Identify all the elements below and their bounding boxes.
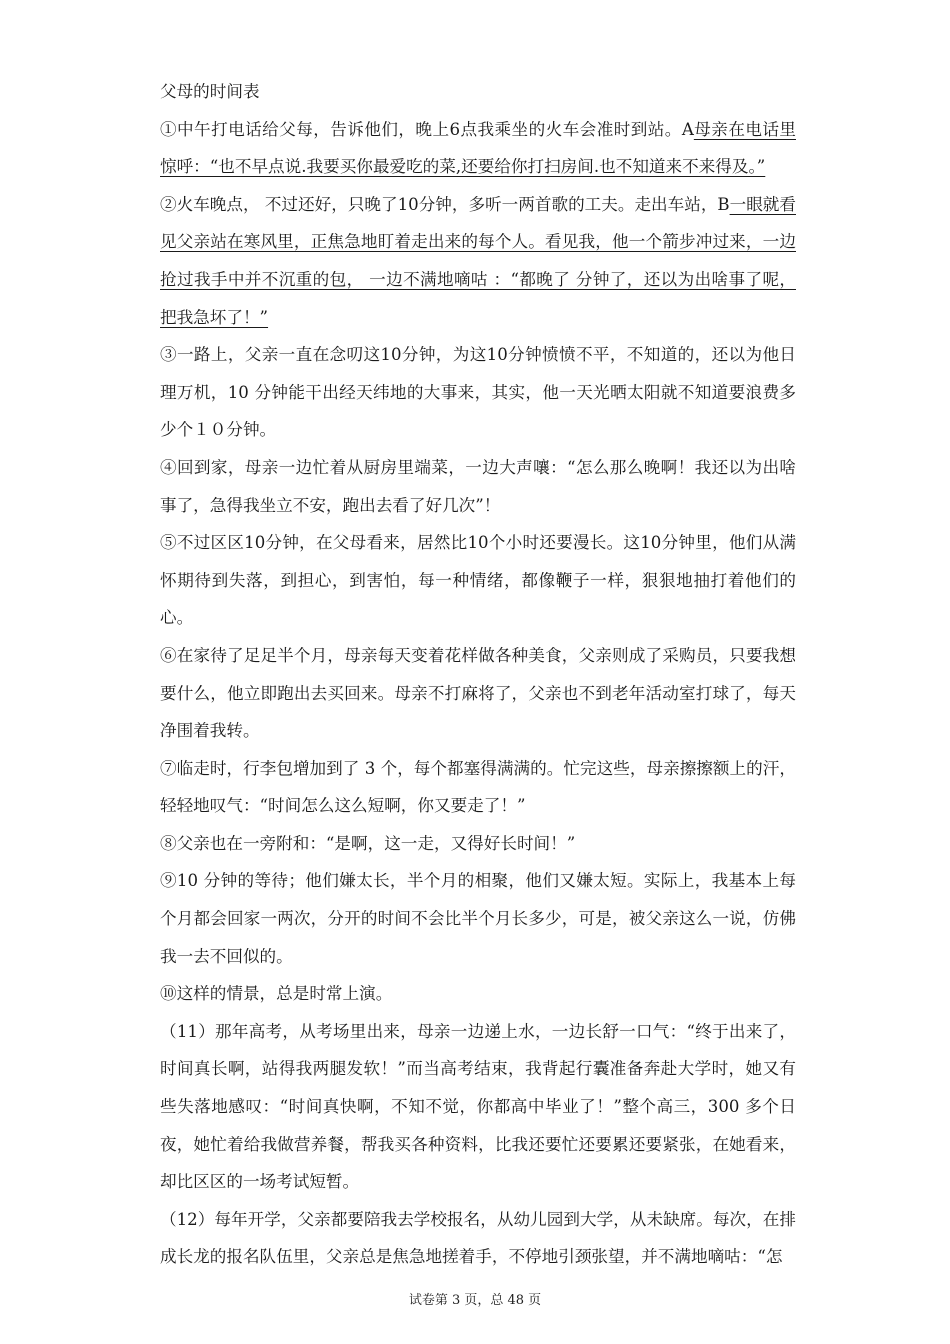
paragraph-11: （11）那年高考，从考场里出来，母亲一边递上水，一边长舒一口气：“终于出来了，时间真长啊，站得我两腿发软！”而当高考结束，我背起行囊准备奔赴大学时，她又有些失落地感叹：“时间真快啊，不知不觉，你都高中毕业了！”整个高三，300 多个日夜，她忙着给我做营养餐，帮我买各种资料，比我还要忙还要累还要紧张，在她看来，却比区区的一场考试短暂。 [160, 1021, 796, 1192]
article-body [160, 73, 796, 1276]
paragraph-2 [160, 186, 796, 336]
paragraph-5: ⑤不过区区10分钟，在父母看来，居然比10个小时还要漫长。这10分钟里，他们从满怀期待到失落，到担心，到害怕，每一种情绪，都像鞭子一样，狠狠地抽打着他们的心。 [160, 533, 796, 628]
paragraph-4: ④回到家，母亲一边忙着从厨房里端菜，一边大声嚷：“怎么那么晚啊！我还以为出啥事了，急得我坐立不安，跑出去看了好几次”！ [160, 457, 796, 515]
paragraph-8: ⑧父亲也在一旁附和：“是啊，这一走，又得好长时间！” [160, 833, 576, 853]
paragraph-10: ⑩这样的情景，总是时常上演。 [160, 984, 393, 1004]
underlined-sentence-b: 一眼就看见父亲站在寒风里，正焦急地盯着走出来的每个人。看见我，他一个箭步冲过来，一边抢过我手中并不沉重的包， 一边不满地嘀咕 ：“都晚了 分钟了，还以为出啥事了呢，把我急坏了！” [160, 194, 796, 327]
paragraph-1 [160, 111, 796, 186]
underlined-sentence-a: 母亲在电话里惊呼：“也不早点说.我要买你最爱吃的菜,还要给你打扫房间.也不知道来不来得及。” [160, 119, 796, 177]
paragraph-6: ⑥在家待了足足半个月，母亲每天变着花样做各种美食，父亲则成了采购员，只要我想要什么，他立即跑出去买回来。母亲不打麻将了，父亲也不到老年活动室打球了，每天净围着我转。 [160, 645, 796, 741]
paragraph-9: ⑨10 分钟的等待；他们嫌太长，半个月的相聚，他们又嫌太短。实际上，我基本上每个月都会回家一两次，分开的时间不会比半个月长多少，可是，被父亲这么一说，仿佛我一去不回似的。 [160, 871, 796, 966]
paragraph-7: ⑦临走时，行李包增加到了 3 个，每个都塞得满满的。忙完这些，母亲擦擦额上的汗，轻轻地叹气：“时间怎么这么短啊，你又要走了！” [160, 758, 796, 816]
article-title: 父母的时间表 [160, 82, 260, 101]
paragraph-1-text: ①中午打电话给父每，告诉他们，晚上6点我乘坐的火车会准时到站。A [160, 119, 694, 139]
paragraph-12: （12）每年开学，父亲都要陪我去学校报名，从幼儿园到大学，从未缺席。每次，在排成长龙的报名队伍里，父亲总是焦急地搓着手，不停地引颈张望，并不满地嘀咕：“怎 [160, 1209, 796, 1267]
paragraph-3: ③一路上，父亲一直在念叨这10分钟，为这10分钟愤愤不平，不知道的，还以为他日理万机，10 分钟能干出经天纬地的大事来，其实，他一天光晒太阳就不知道要浪费多少个１０分钟。 [160, 345, 796, 440]
paragraph-2-text: ②火车晚点， 不过还好，只晚了10分钟，多听一两首歌的工夫。走出车站，B [160, 194, 730, 214]
page-footer: 试卷第 3 页，总 48 页 [408, 1293, 542, 1308]
